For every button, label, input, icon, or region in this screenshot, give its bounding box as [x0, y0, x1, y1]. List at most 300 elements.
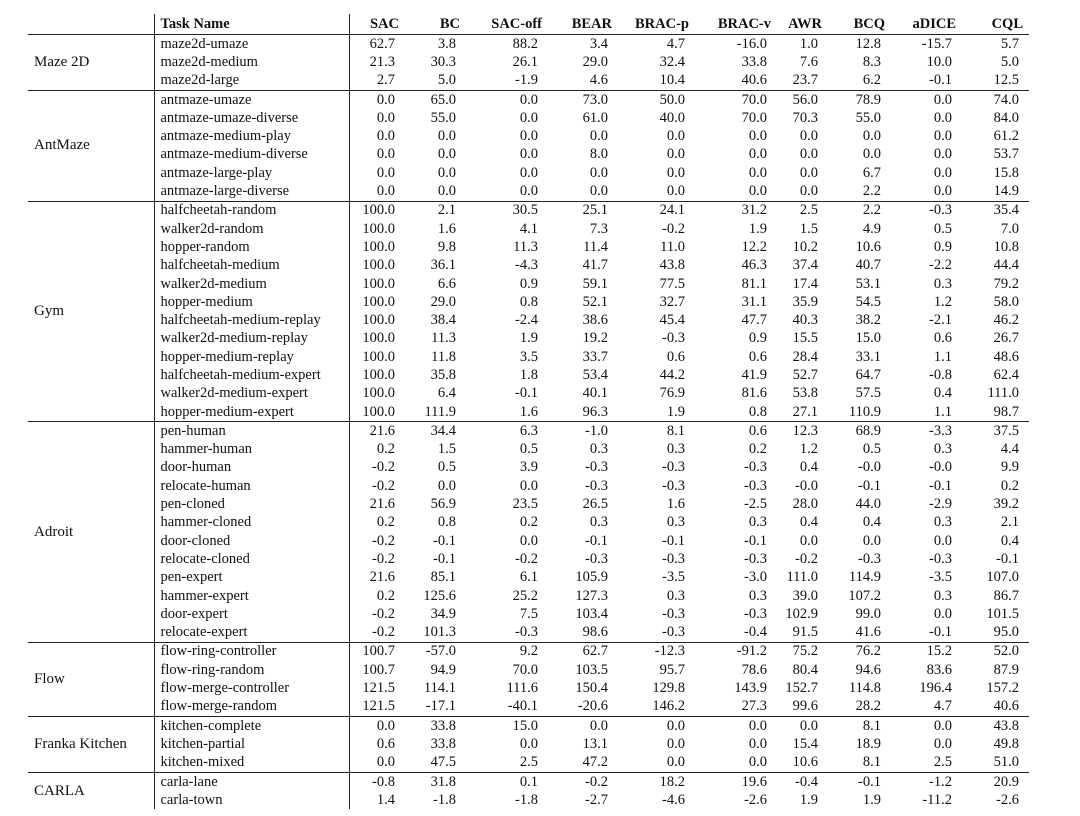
value-cell: 53.8	[792, 385, 818, 402]
table-row	[28, 550, 1029, 568]
value-cell: -17.1	[405, 698, 466, 717]
value-cell: 0.0	[519, 146, 538, 163]
value-cell: 0.2	[376, 441, 395, 458]
task-name-cell: door-human	[154, 459, 349, 477]
value-cell: 0.0	[466, 182, 548, 201]
value-cell: -0.2	[349, 624, 405, 643]
value-cell: 33.1	[855, 348, 881, 365]
table-row	[28, 477, 1029, 495]
value-cell: 1.2	[933, 293, 952, 310]
task-name-cell: flow-ring-controller	[154, 642, 349, 661]
value-cell: 25.2	[512, 587, 538, 604]
value-cell: 111.0	[786, 569, 818, 586]
table-row	[28, 403, 1029, 422]
value-cell: 111.0	[987, 385, 1019, 402]
value-cell: 150.4	[575, 680, 608, 697]
value-cell: 1.5	[437, 441, 456, 458]
value-cell: 75.2	[792, 643, 818, 660]
value-cell: 2.1	[1000, 514, 1019, 531]
value-cell: 1.4	[376, 791, 395, 808]
value-cell: 3.8	[437, 35, 456, 52]
value-cell: 101.5	[986, 605, 1019, 622]
value-cell: 0.3	[666, 587, 685, 604]
value-cell: 81.6	[741, 385, 767, 402]
value-cell: 62.4	[993, 366, 1019, 383]
value-cell: 99.0	[855, 605, 881, 622]
task-name-cell: kitchen-complete	[154, 716, 349, 735]
value-cell: 0.0	[376, 91, 395, 108]
value-cell: -0.3	[618, 624, 695, 643]
value-cell: 21.6	[369, 569, 395, 586]
value-cell: 1.9	[862, 791, 881, 808]
value-cell: 102.9	[785, 605, 818, 622]
value-cell: 105.9	[575, 569, 608, 586]
value-cell: -0.1	[585, 532, 608, 549]
value-cell: 0.0	[666, 717, 685, 734]
value-cell: 0.0	[666, 164, 685, 181]
value-cell: -15.7	[921, 35, 952, 52]
table-row	[28, 238, 1029, 256]
value-cell: 0.0	[589, 128, 608, 145]
value-cell: 0.0	[376, 128, 395, 145]
value-cell: 100.0	[362, 312, 395, 329]
task-name-cell: antmaze-medium-play	[154, 127, 349, 145]
value-cell: 95.0	[962, 624, 1029, 643]
task-name-cell: flow-merge-random	[154, 698, 349, 717]
task-name-cell: hopper-medium-expert	[154, 403, 349, 422]
value-cell: 21.3	[369, 53, 395, 70]
value-cell: -12.3	[654, 643, 685, 660]
value-cell: 21.6	[369, 422, 395, 439]
table-row	[28, 257, 1029, 275]
value-cell: -0.2	[662, 220, 685, 237]
value-cell: -0.4	[695, 624, 777, 643]
value-cell: 0.9	[748, 330, 767, 347]
value-cell: 34.9	[430, 605, 456, 622]
value-cell: 0.0	[519, 477, 538, 494]
value-cell: 61.2	[993, 128, 1019, 145]
value-cell: 2.5	[466, 754, 548, 773]
value-cell: 0.0	[799, 146, 818, 163]
value-cell: 0.8	[695, 403, 777, 422]
value-cell: 0.0	[862, 532, 881, 549]
task-name-cell: walker2d-medium	[154, 275, 349, 293]
value-cell: 0.0	[519, 109, 538, 126]
value-cell: 0.3	[748, 514, 767, 531]
value-cell: 0.0	[799, 164, 818, 181]
value-cell: 0.0	[933, 91, 952, 108]
value-cell: 30.3	[430, 53, 456, 70]
value-cell: 94.9	[430, 661, 456, 678]
value-cell: 100.0	[362, 275, 395, 292]
table-row	[28, 127, 1029, 145]
value-cell: 43.8	[659, 257, 685, 274]
value-cell: 0.3	[933, 275, 952, 292]
value-cell: 47.7	[741, 312, 767, 329]
value-cell: 0.0	[933, 735, 952, 752]
header-awr: AWR	[777, 14, 828, 35]
value-cell: 44.0	[855, 496, 881, 513]
header-bc: BC	[405, 14, 466, 35]
task-name-cell: door-expert	[154, 605, 349, 623]
value-cell: 40.0	[659, 109, 685, 126]
value-cell: -1.9	[466, 72, 548, 91]
value-cell: 1.9	[748, 220, 767, 237]
table-row	[28, 624, 1029, 643]
value-cell: 46.2	[993, 312, 1019, 329]
value-cell: 4.7	[891, 698, 962, 717]
value-cell: 10.4	[618, 72, 695, 91]
value-cell: 0.0	[376, 164, 395, 181]
value-cell: 0.0	[437, 477, 456, 494]
value-cell: 0.0	[519, 164, 538, 181]
value-cell: -3.5	[662, 569, 685, 586]
value-cell: -2.4	[515, 312, 538, 329]
value-cell: 15.5	[792, 330, 818, 347]
value-cell: 0.0	[376, 109, 395, 126]
value-cell: 94.6	[855, 661, 881, 678]
value-cell: 0.6	[376, 735, 395, 752]
value-cell: -0.3	[858, 550, 881, 567]
value-cell: -4.6	[662, 791, 685, 808]
value-cell: 0.0	[799, 128, 818, 145]
value-cell: 24.1	[659, 202, 685, 219]
task-name-cell: walker2d-medium-expert	[154, 385, 349, 403]
value-cell: 26.1	[512, 53, 538, 70]
value-cell: 0.0	[933, 128, 952, 145]
header-brac-v: BRAC-v	[695, 14, 777, 35]
value-cell: -2.6	[996, 791, 1019, 808]
table-row	[28, 532, 1029, 550]
value-cell: 33.8	[741, 53, 767, 70]
value-cell: 61.0	[582, 109, 608, 126]
value-cell: 0.4	[933, 385, 952, 402]
value-cell: 0.2	[376, 587, 395, 604]
value-cell: 6.1	[519, 569, 538, 586]
value-cell: 0.4	[799, 459, 818, 476]
value-cell: 12.8	[855, 35, 881, 52]
value-cell: 13.1	[582, 735, 608, 752]
value-cell: 32.4	[659, 53, 685, 70]
value-cell: 9.2	[519, 643, 538, 660]
value-cell: 143.9	[734, 680, 767, 697]
value-cell: 0.0	[519, 735, 538, 752]
value-cell: 84.0	[993, 109, 1019, 126]
value-cell: 9.8	[437, 238, 456, 255]
value-cell: 0.0	[666, 735, 685, 752]
value-cell: 26.7	[993, 330, 1019, 347]
value-cell: -0.3	[585, 550, 608, 567]
value-cell: 0.5	[862, 441, 881, 458]
task-name-cell: door-cloned	[154, 532, 349, 550]
value-cell: 0.0	[891, 182, 962, 201]
value-cell: 111.9	[405, 403, 466, 422]
value-cell: 70.0	[741, 91, 767, 108]
value-cell: 76.2	[855, 643, 881, 660]
table-row	[28, 642, 1029, 661]
task-name-cell: antmaze-umaze	[154, 90, 349, 109]
task-name-cell: hopper-medium-replay	[154, 348, 349, 366]
task-name-cell: hopper-random	[154, 238, 349, 256]
table-row	[28, 72, 1029, 91]
value-cell: 39.0	[792, 587, 818, 604]
value-cell: -1.2	[929, 773, 952, 790]
group-label: Gym	[28, 201, 154, 422]
value-cell: -0.3	[929, 202, 952, 219]
value-cell: 31.2	[741, 202, 767, 219]
value-cell: 37.4	[792, 257, 818, 274]
value-cell: 121.5	[349, 698, 405, 717]
value-cell: 8.1	[828, 754, 891, 773]
value-cell: 0.0	[933, 532, 952, 549]
value-cell: 152.7	[785, 680, 818, 697]
value-cell: 27.1	[777, 403, 828, 422]
value-cell: 6.3	[519, 422, 538, 439]
value-cell: 129.8	[652, 680, 685, 697]
value-cell: -0.4	[795, 773, 818, 790]
task-name-cell: hammer-human	[154, 441, 349, 459]
value-cell: 0.0	[933, 717, 952, 734]
value-cell: 47.5	[405, 754, 466, 773]
value-cell: 6.6	[437, 275, 456, 292]
value-cell: 0.0	[748, 146, 767, 163]
value-cell: 20.9	[993, 773, 1019, 790]
value-cell: 31.1	[741, 293, 767, 310]
value-cell: 11.4	[583, 238, 608, 255]
value-cell: 0.0	[666, 128, 685, 145]
value-cell: 81.1	[741, 275, 767, 292]
value-cell: 52.7	[792, 366, 818, 383]
value-cell: 127.3	[575, 587, 608, 604]
task-name-cell: relocate-expert	[154, 624, 349, 643]
value-cell: -16.0	[736, 35, 767, 52]
value-cell: -0.2	[795, 550, 818, 567]
value-cell: -0.3	[662, 330, 685, 347]
value-cell: 8.3	[862, 53, 881, 70]
value-cell: 62.7	[582, 643, 608, 660]
value-cell: -0.3	[662, 550, 685, 567]
value-cell: 0.3	[589, 441, 608, 458]
value-cell: 28.2	[828, 698, 891, 717]
value-cell: 35.9	[792, 293, 818, 310]
task-name-cell: halfcheetah-medium	[154, 257, 349, 275]
value-cell: 53.7	[993, 146, 1019, 163]
table-row	[28, 311, 1029, 329]
table-row	[28, 330, 1029, 348]
value-cell: -3.5	[929, 569, 952, 586]
task-name-cell: halfcheetah-medium-replay	[154, 311, 349, 329]
table-row	[28, 385, 1029, 403]
value-cell: 100.0	[362, 238, 395, 255]
value-cell: 0.0	[618, 754, 695, 773]
table-row	[28, 735, 1029, 753]
value-cell: 15.4	[792, 735, 818, 752]
value-cell: 11.0	[660, 238, 685, 255]
value-cell: 0.0	[349, 754, 405, 773]
value-cell: 1.5	[799, 220, 818, 237]
group-label: Franka Kitchen	[28, 716, 154, 772]
value-cell: 31.8	[430, 773, 456, 790]
value-cell: 100.7	[362, 643, 395, 660]
value-cell: -0.1	[929, 477, 952, 494]
table-row	[28, 109, 1029, 127]
value-cell: 46.3	[741, 257, 767, 274]
value-cell: 0.0	[748, 717, 767, 734]
task-name-cell: hopper-medium	[154, 293, 349, 311]
value-cell: 88.2	[512, 35, 538, 52]
value-cell: 0.0	[589, 717, 608, 734]
value-cell: 1.2	[799, 441, 818, 458]
value-cell: 10.6	[777, 754, 828, 773]
value-cell: 4.6	[548, 72, 618, 91]
value-cell: -0.0	[929, 459, 952, 476]
table-row	[28, 293, 1029, 311]
value-cell: 0.0	[862, 128, 881, 145]
value-cell: 125.6	[423, 587, 456, 604]
value-cell: 44.4	[993, 257, 1019, 274]
value-cell: 57.5	[855, 385, 881, 402]
table-row	[28, 53, 1029, 71]
value-cell: 87.9	[993, 661, 1019, 678]
header-brac-p: BRAC-p	[618, 14, 695, 35]
table-row	[28, 587, 1029, 605]
value-cell: 0.0	[748, 735, 767, 752]
value-cell: 0.0	[748, 164, 767, 181]
value-cell: 85.1	[430, 569, 456, 586]
value-cell: 68.9	[855, 422, 881, 439]
value-cell: 0.0	[618, 182, 695, 201]
value-cell: 100.0	[362, 257, 395, 274]
value-cell: 27.3	[695, 698, 777, 717]
value-cell: 0.5	[519, 441, 538, 458]
table-row	[28, 754, 1029, 773]
value-cell: -0.2	[372, 605, 395, 622]
value-cell: 11.3	[431, 330, 456, 347]
value-cell: 51.0	[962, 754, 1029, 773]
value-cell: 38.4	[430, 312, 456, 329]
value-cell: 1.9	[519, 330, 538, 347]
value-cell: 18.2	[659, 773, 685, 790]
header-cql: CQL	[962, 14, 1029, 35]
value-cell: 110.9	[828, 403, 891, 422]
value-cell: 41.7	[582, 257, 608, 274]
value-cell: 0.6	[748, 422, 767, 439]
results-table-container	[28, 14, 1029, 809]
value-cell: -0.3	[744, 550, 767, 567]
value-cell: 14.9	[962, 182, 1029, 201]
value-cell: 0.5	[437, 459, 456, 476]
value-cell: -4.3	[515, 257, 538, 274]
value-cell: 0.2	[519, 514, 538, 531]
value-cell: 40.3	[792, 312, 818, 329]
value-cell: 29.0	[582, 53, 608, 70]
table-row	[28, 679, 1029, 697]
value-cell: 64.7	[855, 366, 881, 383]
value-cell: -1.8	[433, 791, 456, 808]
task-name-cell: maze2d-medium	[154, 53, 349, 71]
value-cell: 2.2	[862, 202, 881, 219]
value-cell: -0.3	[744, 605, 767, 622]
value-cell: 2.7	[349, 72, 405, 91]
value-cell: 0.0	[862, 146, 881, 163]
value-cell: 0.0	[799, 532, 818, 549]
value-cell: 40.6	[962, 698, 1029, 717]
value-cell: -2.2	[929, 257, 952, 274]
value-cell: 23.5	[512, 496, 538, 513]
value-cell: 43.8	[993, 717, 1019, 734]
value-cell: 1.6	[666, 496, 685, 513]
value-cell: 15.0	[512, 717, 538, 734]
value-cell: 58.0	[993, 293, 1019, 310]
value-cell: 38.6	[582, 312, 608, 329]
table-row	[28, 201, 1029, 220]
value-cell: -0.3	[466, 624, 548, 643]
value-cell: 0.0	[589, 164, 608, 181]
value-cell: 15.0	[855, 330, 881, 347]
value-cell: -3.0	[744, 569, 767, 586]
value-cell: 83.6	[926, 661, 952, 678]
value-cell: 0.3	[666, 441, 685, 458]
header-adice: aDICE	[891, 14, 962, 35]
value-cell: 111.6	[506, 680, 538, 697]
value-cell: -3.3	[929, 422, 952, 439]
value-cell: 0.3	[933, 514, 952, 531]
value-cell: 54.5	[855, 293, 881, 310]
group-label: Adroit	[28, 422, 154, 643]
header-task-name: Task Name	[154, 14, 349, 35]
value-cell: -91.2	[736, 643, 767, 660]
value-cell: 38.2	[855, 312, 881, 329]
value-cell: 0.0	[933, 146, 952, 163]
table-row	[28, 422, 1029, 441]
table-row	[28, 661, 1029, 679]
value-cell: -0.1	[891, 624, 962, 643]
value-cell: 40.1	[582, 385, 608, 402]
value-cell: -2.6	[744, 791, 767, 808]
value-cell: 78.9	[855, 91, 881, 108]
value-cell: -2.9	[929, 496, 952, 513]
value-cell: 0.4	[1000, 532, 1019, 549]
value-cell: 18.9	[855, 735, 881, 752]
value-cell: 100.0	[362, 330, 395, 347]
task-name-cell: flow-ring-random	[154, 661, 349, 679]
value-cell: 5.7	[1000, 35, 1019, 52]
value-cell: -0.3	[662, 459, 685, 476]
value-cell: 98.6	[548, 624, 618, 643]
value-cell: 3.5	[519, 348, 538, 365]
value-cell: 5.0	[405, 72, 466, 91]
value-cell: 0.0	[933, 164, 952, 181]
value-cell: 19.6	[741, 773, 767, 790]
value-cell: 1.1	[933, 348, 952, 365]
group-label: Maze 2D	[28, 35, 154, 91]
value-cell: -0.1	[433, 532, 456, 549]
value-cell: 0.0	[405, 182, 466, 201]
value-cell: 0.0	[519, 128, 538, 145]
value-cell: -40.1	[466, 698, 548, 717]
value-cell: 114.8	[848, 680, 881, 697]
value-cell: -0.1	[662, 532, 685, 549]
value-cell: 99.6	[777, 698, 828, 717]
value-cell: 34.4	[430, 422, 456, 439]
value-cell: -0.1	[996, 550, 1019, 567]
value-cell: 56.0	[792, 91, 818, 108]
value-cell: 33.8	[430, 717, 456, 734]
task-name-cell: maze2d-umaze	[154, 35, 349, 54]
value-cell: 78.6	[741, 661, 767, 678]
value-cell: 121.5	[362, 680, 395, 697]
table-row	[28, 459, 1029, 477]
